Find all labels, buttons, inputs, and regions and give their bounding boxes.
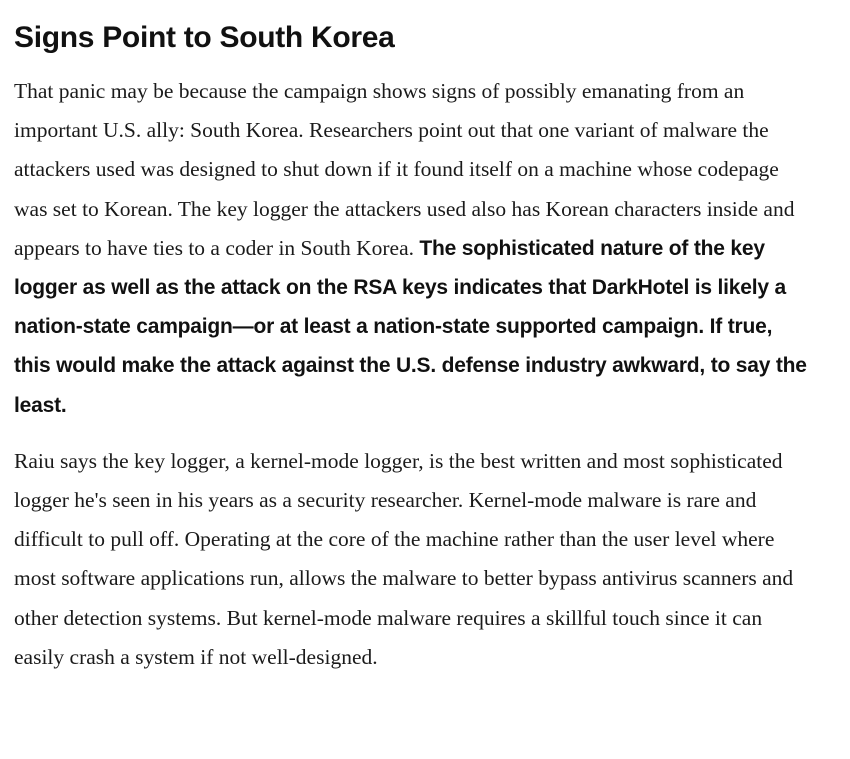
paragraph-2: Raiu says the key logger, a kernel-mode logger, is the best written and most sophisticated logger he's seen in his years as a security researcher. Kernel-mode malware is rare and difficult to pull off. Operating at the core of the machine rather than the user level where most software applications run, allows the malware to better bypass antivirus scanners and other detection systems. But kernel-mode malware requires a skillful touch since it can easily crash a system if not well-designed. (14, 448, 794, 669)
paragraph-1 (14, 72, 814, 425)
paragraph-1-text: That panic may be because the campaign shows signs of possibly emanating from an important U.S. ally: South Korea. Researchers point out that one variant of malware the attackers used was designed to shut down if it found itself on a machine whose codepage was set to Korean. The key logger the attackers used also has Korean characters inside and appears to have ties to a coder in South Korea. (14, 79, 795, 260)
article-body (14, 18, 814, 677)
paragraph-1-emphasis: The sophisticated nature of the key logger as well as the attack on the RSA keys indicates that DarkHotel is likely a nation-state campaign—or at least a nation-state supported campaign. If true, this would make the attack against the U.S. defense industry awkward, to say the least. (14, 236, 807, 417)
section-heading: Signs Point to South Korea (14, 21, 395, 54)
